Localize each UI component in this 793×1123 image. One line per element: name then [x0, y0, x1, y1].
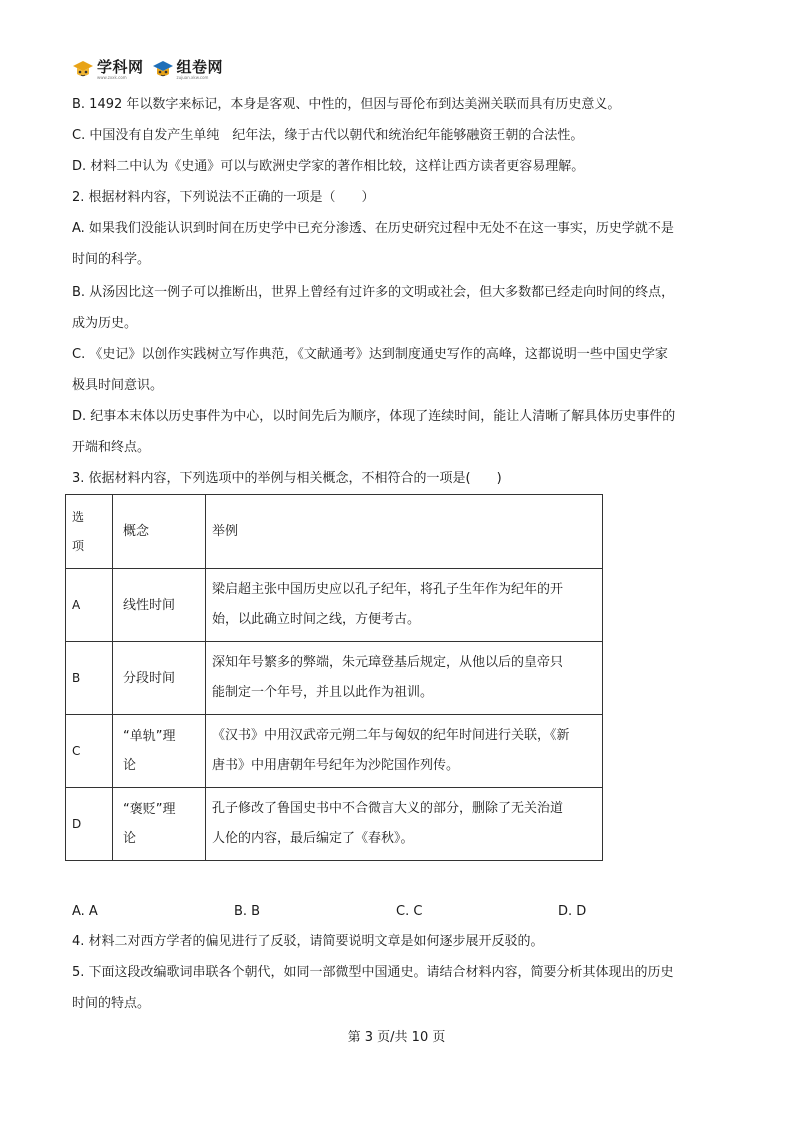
logo-name: 组卷网	[176, 58, 224, 76]
answer-option-b[interactable]: B. B	[234, 904, 261, 919]
concept-text: 论	[123, 831, 137, 846]
example-cell	[206, 569, 603, 642]
example-text: 始，以此确立时间之线，方便考古。	[212, 612, 421, 627]
option-cell: C	[66, 715, 113, 788]
example-cell	[206, 788, 603, 861]
page-number: 第 3 页/共 10 页	[347, 1030, 446, 1045]
concept-example-table	[65, 494, 603, 861]
option-line-continued: 时间的科学。	[72, 252, 151, 267]
option-line: D. 纪事本末体以历史事件为中心，以时间先后为顺序，体现了连续时间，能让人清晰了解具体历史事件的	[72, 409, 676, 424]
mortarboard-icon	[152, 60, 174, 80]
header-example-cell	[206, 495, 603, 569]
question-stem: 2. 根据材料内容，下列说法不正确的一项是（ ）	[72, 190, 375, 205]
table-row	[66, 788, 603, 861]
logo-name: 学科网	[97, 58, 144, 76]
option-line: B. 从汤因比这一例子可以推断出，世界上曾经有过许多的文明或社会，但大多数都已经走向时间的终点，	[72, 285, 675, 300]
concept-text: 分段时间	[123, 670, 176, 686]
header-example-text: 举例	[212, 523, 239, 539]
option-line: B. 1492 年以数字来标记，本身是客观、中性的，但因与哥伦布到达美洲关联而具有历史意义。	[72, 97, 621, 112]
answer-option-d[interactable]: D. D	[558, 904, 587, 919]
option-line: C. 中国没有自发产生单纯 纪年法，缘于古代以朝代和统治纪年能够融资王朝的合法性。	[72, 128, 584, 143]
example-text: 能制定一个年号，并且以此作为祖训。	[212, 685, 434, 700]
option-line: D. 材料二中认为《史通》可以与欧洲史学家的著作相比较，这样让西方读者更容易理解。	[72, 159, 585, 174]
example-text: 深知年号繁多的弊端，朱元璋登基后规定，从他以后的皇帝只	[212, 655, 564, 670]
example-cell	[206, 642, 603, 715]
example-text: 《汉书》中用汉武帝元朔二年与匈奴的纪年时间进行关联，《新	[212, 728, 570, 743]
concept-cell	[113, 569, 206, 642]
concept-text: 论	[123, 758, 137, 773]
example-text: 梁启超主张中国历史应以孔子纪年，将孔子生年作为纪年的开	[212, 582, 564, 597]
question-stem: 4. 材料二对西方学者的偏见进行了反驳，请简要说明文章是如何逐步展开反驳的。	[72, 934, 544, 949]
concept-cell	[113, 788, 206, 861]
concept-cell	[113, 715, 206, 788]
example-text: 孔子修改了鲁国史书中不合微言大义的部分，删除了无关治道	[212, 801, 564, 816]
option-line-continued: 成为历史。	[72, 316, 138, 331]
header-option-text: 选	[72, 509, 85, 524]
header-option-cell	[66, 495, 113, 569]
option-cell: B	[66, 642, 113, 715]
mortarboard-icon	[72, 60, 94, 80]
option-line-continued: 极具时间意识。	[72, 378, 164, 393]
answer-option-a[interactable]: A. A	[72, 904, 98, 919]
zujuanwang-logo	[152, 60, 224, 80]
logo-url: zujuan.xkw.com	[176, 75, 209, 80]
example-cell	[206, 715, 603, 788]
concept-text: 线性时间	[123, 597, 176, 613]
table-header-row	[66, 495, 603, 569]
header-option-text: 项	[72, 538, 85, 553]
concept-cell	[113, 642, 206, 715]
concept-text: “褒贬”理	[123, 802, 176, 817]
example-text: 人伦的内容，最后编定了《春秋》。	[212, 831, 414, 846]
header-concept-text: 概念	[123, 524, 150, 539]
option-line: A. 如果我们没能认识到时间在历史学中已充分渗透、在历史研究过程中无处不在这一事实，历史学就不是	[72, 221, 674, 236]
xuekewang-logo	[72, 60, 144, 80]
question-stem: 5. 下面这段改编歌词串联各个朝代，如同一部微型中国通史。请结合材料内容，简要分析其体现出的历史	[72, 965, 674, 980]
option-line-continued: 开端和终点。	[72, 440, 151, 455]
example-text: 唐书》中用唐朝年号纪年为沙陀国作列传。	[212, 758, 460, 773]
answer-option-c[interactable]: C. C	[396, 904, 423, 919]
concept-text: “单轨”理	[123, 729, 176, 744]
option-line: C. 《史记》以创作实践树立写作典范，《文献通考》达到制度通史写作的高峰，这都说明一些中国史学家	[72, 347, 668, 362]
question-stem-continued: 时间的特点。	[72, 996, 151, 1011]
option-cell: A	[66, 569, 113, 642]
header-logos	[72, 60, 223, 80]
table-row	[66, 642, 603, 715]
logo-url: www.zxxk.com	[97, 75, 127, 80]
question-stem: 3. 依据材料内容，下列选项中的举例与相关概念，不相符合的一项是( )	[72, 471, 502, 486]
table-row	[66, 715, 603, 788]
table-row	[66, 569, 603, 642]
header-concept-cell	[113, 495, 206, 569]
option-cell: D	[66, 788, 113, 861]
